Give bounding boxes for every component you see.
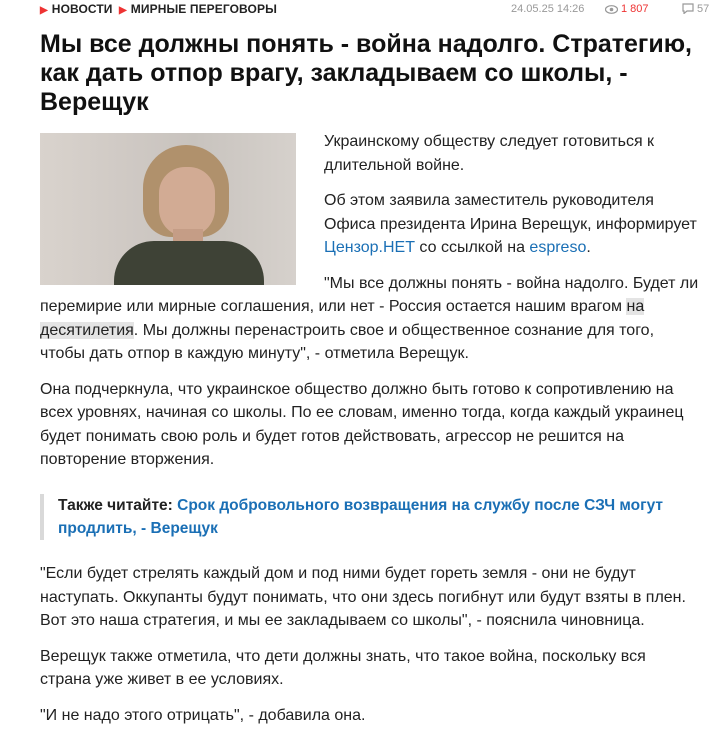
article-paragraph: "Мы все должны понять - война надолго. Будет ли перемирие или мирные соглашения, или нет - Россия остается нашим врагом на десятилетия. Мы должны перенастроить свое и общественное сознание для того, чтобы дать отпор в каждую минуту", - отметила Верещук. (40, 274, 699, 362)
highlighted-text: на десятилетия (40, 298, 645, 339)
article-title: Мы все должны понять - война надолго. Стратегию, как дать отпор врагу, закладываем со школы, - Верещук (40, 30, 693, 116)
breadcrumb-peace-talks[interactable]: МИРНЫЕ ПЕРЕГОВОРЫ (130, 2, 277, 16)
also-read-label: Также читайте: (58, 497, 173, 514)
chevron-right-icon: ▶ (118, 5, 127, 16)
article-body-continued (40, 562, 700, 739)
espreso-link[interactable]: espreso (529, 239, 587, 256)
chevron-right-icon: ▶ (40, 5, 48, 16)
comments-counter[interactable] (682, 3, 709, 15)
comment-icon (682, 3, 694, 14)
article-paragraph: Она подчеркнула, что украинское общество должно быть готово к сопротивлению на всех уровнях, начиная со школы. По ее словам, именно тогда, когда каждый украинец будет понимать свою роль и будет готов действовать, агрессор не решится на повторение вторжения. (40, 380, 684, 468)
also-read-link[interactable]: Срок добровольного возвращения на службу после СЗЧ могут продлить, - Верещук (58, 497, 663, 537)
censor-link[interactable]: Цензор.НЕТ (324, 239, 415, 256)
article-paragraph: Об этом заявила заместитель руководителя Офиса президента Ирина Верещук, информирует Цензор.НЕТ со ссылкой на espreso. (324, 192, 697, 256)
article-paragraph: Украинскому обществу следует готовиться к длительной войне. (324, 133, 655, 174)
breadcrumb-news[interactable]: НОВОСТИ (51, 2, 113, 16)
views-counter (605, 3, 649, 15)
views-count: 1 807 (621, 3, 649, 15)
article-paragraph: "Если будет стрелять каждый дом и под ними будет гореть земля - они не будут наступать. Оккупанты будут понимать, что они здесь погибнут или будут взяты в плен. Вот это наша стратегия, и мы ее закладываем со школы", - пояснила чиновница. (40, 565, 686, 629)
article-body (40, 130, 700, 484)
also-read-block (40, 494, 718, 540)
top-meta-bar (0, 0, 725, 18)
comments-count: 57 (697, 3, 710, 15)
breadcrumb (40, 2, 277, 16)
article-paragraph: "И не надо этого отрицать", - добавила она. (40, 706, 366, 724)
publish-date: 24.05.25 14:26 (511, 3, 585, 15)
article-paragraph: Верещук также отметила, что дети должны знать, что такое война, поскольку вся страна уже живет в ее условиях. (40, 647, 646, 688)
eye-icon (605, 5, 618, 14)
